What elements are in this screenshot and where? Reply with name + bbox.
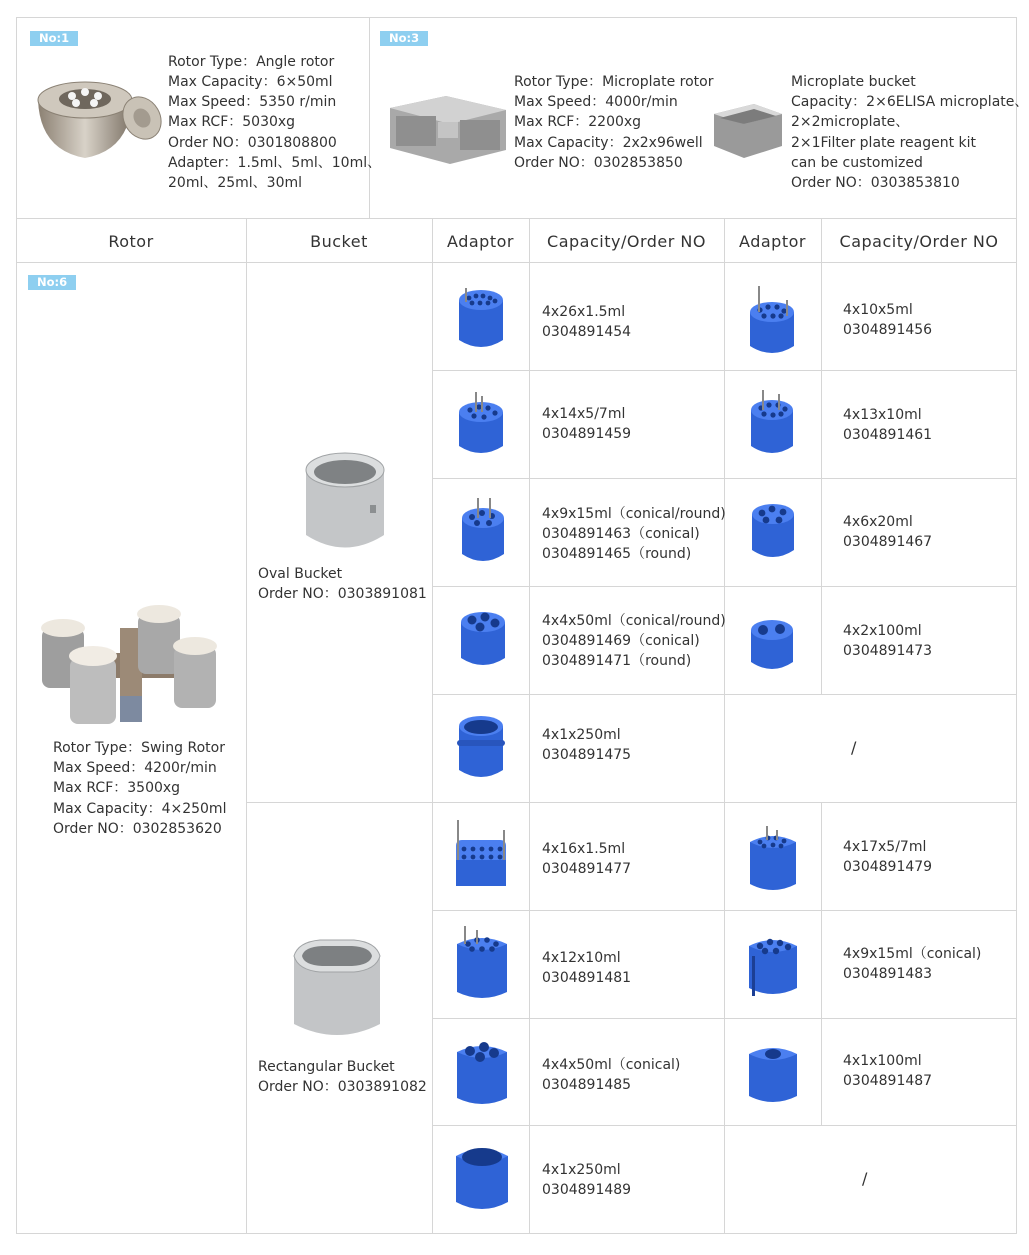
header-bucket: Bucket <box>310 231 368 251</box>
rotor-6-badge: No:6 <box>28 275 76 290</box>
adaptor-icon <box>454 712 508 782</box>
header-capacity-2: Capacity/Order NO <box>839 231 999 251</box>
oval-row-1-left-2: 0304891454 <box>542 324 632 340</box>
rotor-6-line-4: Max Capacity：4×250ml <box>53 801 227 817</box>
rotor-6-line-1: Rotor Type：Swing Rotor <box>53 740 225 756</box>
rect-row-1-left-1: 4x16x1.5ml <box>542 841 626 857</box>
adaptor-icon <box>454 1038 510 1108</box>
rect-row-2-right-1: 4x9x15ml（conical) <box>843 946 982 962</box>
rect-row-3-right-2: 0304891487 <box>843 1073 933 1089</box>
oval-row-3-left-3: 0304891465（round) <box>542 546 692 562</box>
rotor-6-line-3: Max RCF：3500xg <box>53 780 181 796</box>
rect-row-4-empty: / <box>862 1169 868 1188</box>
header-adaptor-1: Adaptor <box>447 231 514 251</box>
col-line-5b <box>821 802 822 1126</box>
adaptor-icon <box>455 286 507 352</box>
col-line-3b <box>529 694 530 802</box>
col-line-3c <box>529 802 530 1126</box>
bucket-3-line-4: 2×1Filter plate reagent kit <box>791 135 977 151</box>
adaptor-icon <box>748 388 796 460</box>
adaptor-icon <box>453 1142 511 1214</box>
oval-row-2-right-2: 0304891461 <box>843 427 933 443</box>
header-rotor: Rotor <box>108 231 154 251</box>
rect-row-1-right-1: 4x17x5/7ml <box>843 839 927 855</box>
rect-row-3-left-2: 0304891485 <box>542 1077 632 1093</box>
angle-rotor-image <box>30 70 165 165</box>
oval-row-2-left-1: 4x14x5/7ml <box>542 406 626 422</box>
adaptor-icon <box>454 926 510 1002</box>
rectangular-bucket-image <box>290 934 384 1042</box>
rotor-3-line-5: Order NO：0302853850 <box>514 155 683 171</box>
row-line-8 <box>432 1125 1017 1126</box>
adaptor-icon <box>748 616 796 676</box>
oval-row-1-left-1: 4x26x1.5ml <box>542 304 626 320</box>
oval-row-1-right-2: 0304891456 <box>843 322 933 338</box>
oval-row-4-right-1: 4x2x100ml <box>843 623 922 639</box>
bucket-3-line-1: Microplate bucket <box>791 74 916 90</box>
rect-row-3-left-1: 4x4x50ml（conical) <box>542 1057 681 1073</box>
rect-row-4-left-1: 4x1x250ml <box>542 1162 621 1178</box>
rectangular-bucket-name: Rectangular Bucket <box>258 1059 395 1075</box>
rect-row-2-left-1: 4x12x10ml <box>542 950 621 966</box>
rect-row-1-right-2: 0304891479 <box>843 859 933 875</box>
header-adaptor-2: Adaptor <box>739 231 806 251</box>
rotor-1-line-4: Max RCF：5030xg <box>168 114 296 130</box>
adaptor-icon <box>746 934 800 1000</box>
rect-row-2-left-2: 0304891481 <box>542 970 632 986</box>
rotor-6-line-5: Order NO：0302853620 <box>53 821 222 837</box>
rotor-3-badge: No:3 <box>380 31 428 46</box>
oval-row-2-left-2: 0304891459 <box>542 426 632 442</box>
rect-row-3-right-1: 4x1x100ml <box>843 1053 922 1069</box>
row-line-3 <box>432 586 1017 587</box>
header-capacity-1: Capacity/Order NO <box>547 231 706 251</box>
rotor-3-line-1: Rotor Type：Microplate rotor <box>514 74 714 90</box>
swing-rotor-image <box>34 598 224 728</box>
bucket-3-line-5: can be customized <box>791 155 923 171</box>
oval-row-3-left-2: 0304891463（conical) <box>542 526 700 542</box>
row-line-4 <box>432 694 1017 695</box>
rect-row-4-left-2: 0304891489 <box>542 1182 632 1198</box>
microplate-bucket-image <box>710 96 785 161</box>
bucket-3-line-6: Order NO：0303853810 <box>791 175 960 191</box>
rotor-1-line-3: Max Speed：5350 r/min <box>168 94 337 110</box>
row-line-5 <box>246 802 1017 803</box>
row-line-6 <box>432 910 1017 911</box>
microplate-rotor-image <box>386 88 511 168</box>
oval-row-5-left-1: 4x1x250ml <box>542 727 621 743</box>
rotor-3-line-4: Max Capacity：2x2x96well <box>514 135 703 151</box>
col-line-3 <box>529 218 530 695</box>
adaptor-icon <box>746 286 798 358</box>
rotor-1-line-6: Adapter：1.5ml、5ml、10ml、 <box>168 155 382 171</box>
bucket-3-line-3: 2×2microplate、 <box>791 114 910 130</box>
rect-row-1-left-2: 0304891477 <box>542 861 632 877</box>
rotor-3-line-3: Max RCF：2200xg <box>514 114 642 130</box>
oval-row-4-left-1: 4x4x50ml（conical/round) <box>542 613 726 629</box>
adaptor-icon <box>749 500 797 564</box>
rotor-3-line-2: Max Speed：4000r/min <box>514 94 678 110</box>
oval-row-5-left-2: 0304891475 <box>542 747 632 763</box>
rotor-1-line-1: Rotor Type：Angle rotor <box>168 54 335 70</box>
col-line-3d <box>529 1125 530 1234</box>
oval-row-4-right-2: 0304891473 <box>843 643 933 659</box>
oval-row-3-right-2: 0304891467 <box>843 534 933 550</box>
oval-row-1-right-1: 4x10x5ml <box>843 302 913 318</box>
row-line-2 <box>432 478 1017 479</box>
rotor-6-line-2: Max Speed：4200r/min <box>53 760 217 776</box>
col-line-1 <box>246 218 247 1234</box>
adaptor-icon <box>746 824 800 894</box>
adaptor-icon <box>452 820 510 894</box>
oval-row-3-right-1: 4x6x20ml <box>843 514 913 530</box>
rotor-1-badge: No:1 <box>30 31 78 46</box>
oval-row-5-empty: / <box>851 738 857 757</box>
rotor-1-line-5: Order NO：0301808800 <box>168 135 337 151</box>
oval-row-4-left-2: 0304891469（conical) <box>542 633 700 649</box>
oval-row-2-right-1: 4x13x10ml <box>843 407 922 423</box>
row-line-1 <box>432 370 1017 371</box>
adaptor-icon <box>455 390 507 460</box>
row-line-7 <box>432 1018 1017 1019</box>
adaptor-icon <box>746 1042 800 1108</box>
oval-bucket-order: Order NO：0303891081 <box>258 586 427 602</box>
rotor-1-line-7: 20ml、25ml、30ml <box>168 175 303 191</box>
bucket-3-line-2: Capacity：2×6ELISA microplate、 <box>791 94 1029 110</box>
rotor-1-line-2: Max Capacity：6×50ml <box>168 74 333 90</box>
rectangular-bucket-order: Order NO：0303891082 <box>258 1079 427 1095</box>
oval-row-3-left-1: 4x9x15ml（conical/round) <box>542 506 726 522</box>
rect-row-2-right-2: 0304891483 <box>843 966 933 982</box>
top-divider <box>369 17 370 219</box>
adaptor-icon <box>459 496 507 568</box>
oval-bucket-image <box>302 450 388 556</box>
oval-row-4-left-3: 0304891471（round) <box>542 653 692 669</box>
oval-bucket-name: Oval Bucket <box>258 566 343 582</box>
col-line-5 <box>821 218 822 695</box>
adaptor-icon <box>458 608 508 672</box>
